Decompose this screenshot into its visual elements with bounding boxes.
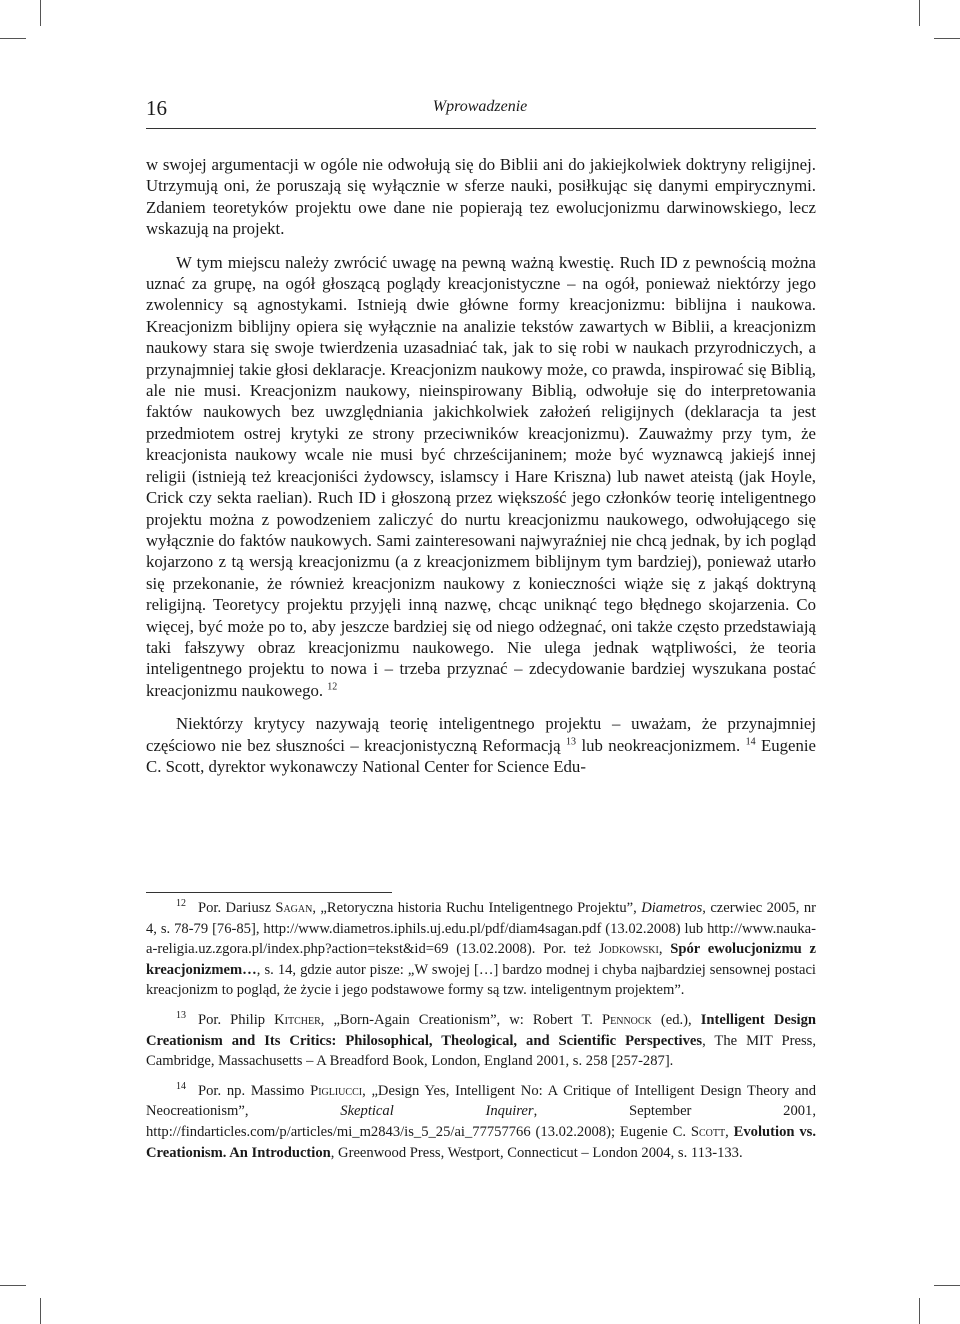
footnote-text: , [725, 1123, 734, 1140]
footnote-number: 12 [176, 898, 186, 910]
footnote-text: (ed.), [651, 1011, 701, 1028]
footnote-text: , [658, 941, 671, 958]
footnote-text: Evolution vs. Creationism. An Introduction [146, 1123, 817, 1161]
footnote-rule [146, 892, 392, 893]
footnote-14 [146, 1081, 816, 1163]
paragraph [146, 252, 816, 702]
section-title: Wprowadzenie [432, 98, 528, 115]
footnote-number: 14 [176, 1080, 186, 1092]
footnote-text: , czerwiec 2005, nr 4, s. 78-79 [76-85], http://www.diametros.iphils.uj.edu.pl/pdf/diam4sagan.pdf (13.02.2008) lub http://www.nauka-a-religia.uz.zgora.pl/index.php?action=tekst&id=69 (13.02.2008). Por. też [146, 900, 816, 958]
crop-mark [0, 38, 26, 39]
footnote-text: Scott [690, 1123, 726, 1140]
paragraph: w swojej argumentacji w ogóle nie odwołują się do Biblii ani do jakiejkolwiek doktryny religijnej. Utrzymują oni, że poruszają się wyłącznie w sferze nauki, posiłkując się danymi empirycznymi. Zdaniem teoretyków projektu owe dane nie popierają tez ewolucjonizmu darwinowskiego, lecz wskazują na projekt. [146, 155, 816, 239]
footnote-text: Intelligent Design Creationism and Its Critics: Philosophical, Theological, and Scientific Perspectives [146, 1011, 816, 1049]
footnote-text: Kitcher [274, 1011, 321, 1028]
footnote-text: Spór ewolucjonizmu z kreacjonizmem… [146, 941, 817, 978]
footnotes [146, 898, 816, 1163]
crop-mark [919, 0, 920, 26]
footnote-13 [146, 1010, 816, 1072]
footnote-text: , „Retoryczna historia Ruchu Inteligentnego Projektu”, [312, 900, 642, 916]
running-head [146, 96, 814, 122]
crop-mark [919, 1298, 920, 1324]
paragraph-text: W tym miejscu należy zwrócić uwagę na pewną ważną kwestię. Ruch ID z pewnością można uznać za grupę, na ogół głoszącą poglądy kreacjonistyczne – na ogół, ponieważ niektórzy jego zwolennicy są agnostykami. Istnieją dwie główne formy kreacjonizmu: biblijna i naukowa. Kreacjonizm biblijny opiera się wyłącznie na analizie tekstów zawartych w Biblii, a kreacjonizm naukowy stara się swoje twierdzenia uzasadniać tak, jak to się robi w naukach przyrodniczych, a przynajmniej takie głosi deklaracje. Kreacjonizm naukowy może, co prawda, inspirować się Biblią, ale nie musi. Kreacjonizm naukowy, nieinspirowany Biblią, odwołuje się do interpretowania faktów naukowych bez uwzględniania jakichkolwiek założeń religijnych (deklaracja ta jest przedmiotem ostrej krytyki ze strony przeciwników kreacjonizmu). Zauważmy przy tym, że kreacjonista naukowy wcale nie musi być chrześcijaninem; może być wyznawcą jakiejś innej religii (istnieją też kreacjoniści żydowscy, islamscy i Hare Kriszna) lub nawet ateistą (jak Hoyle, Crick czy sekta raelian). Ruch ID i głoszoną przez większość jego członków teorię inteligentnego projektu można z powodzeniem zaliczyć do nurtu kreacjonizmu naukowego, odwołującego się wyłącznie do faktów naukowych. Sami zainteresowani najwyraźniej nie chcą jednak, by ich pogląd kojarzono z tą wersją kreacjonizmu (a z kreacjonizmem biblijnym tym bardziej), ponieważ utarło się przekonanie, że również kreacjonizm naukowy z konieczności wiąże się z jakąś doktryną religijną. Teoretycy projektu przyjęli inną nazwę, chcąc uniknąć tego błędnego skojarzenia. Co więcej, być może po to, aby jeszcze bardziej się od niego odżegnać, oni także często przedstawiają taki fałszywy obraz kreacjonizmu naukowego. Nie ulega jednak wątpliwości, że teoria inteligentnego projektu to nowa i – trzeba przyznać – zdecydowanie bardziej wyszukana postać kreacjonizmu naukowego. [146, 252, 816, 700]
footnote-text: , „Design Yes, Intelligent No: A Critique of Intelligent Design Theory and Neocreationism”, [146, 1082, 816, 1120]
paragraph-text: lub neokreacjonizmem. [581, 735, 741, 755]
footnote-text: Sagan [275, 900, 313, 916]
footnote-text: , „Born-Again Creationism”, w: Robert T. [320, 1011, 602, 1028]
footnote-text: , s. 14, gdzie autor pisze: „W swojej […] bardzo modnej i chyba najbardziej sensownej postaci kreacjonizm to pogląd, że życie i jego podstawowe formy są tzw. inteligentnym projektem”. [146, 961, 816, 999]
footnote-text: Por. Dariusz [198, 900, 276, 916]
footnote-number: 13 [176, 1010, 186, 1022]
footnote-text: , The MIT Press, Cambridge, Massachusetts – A Breadford Book, London, England 2001, s. 258 [257-287]. [146, 1032, 817, 1070]
footnote-ref[interactable]: 12 [327, 681, 338, 693]
paragraph-text: Niektórzy krytycy nazywają teorię inteligentnego projektu – uważam, że przynajmniej częściowo nie bez słuszności – kreacjonistyczną Reformacją [146, 714, 816, 755]
paragraph-text: Eugenie C. Scott, dyrektor wykonawczy National Center for Science Edu- [146, 735, 816, 776]
footnote-text: , Greenwood Press, Westport, Connecticut – London 2004, s. 113-133. [330, 1144, 743, 1161]
footnote-ref[interactable]: 14 [745, 735, 756, 747]
footnote-text: Pennock [602, 1011, 652, 1028]
footnote-12 [146, 898, 816, 1001]
crop-mark [934, 38, 960, 39]
page-number: 16 [146, 96, 167, 120]
footnote-ref[interactable]: 13 [566, 735, 577, 747]
footnote-text: Por. Philip [198, 1011, 275, 1028]
footnote-text: Diametros [641, 900, 703, 916]
crop-mark [934, 1285, 960, 1286]
crop-mark [0, 1285, 26, 1286]
footnote-text: , September 2001, http://findarticles.com/p/articles/mi_m2843/is_5_25/ai_77757766 (13.02.2008); Eugenie C. [146, 1103, 816, 1140]
crop-mark [40, 1298, 41, 1324]
body-text [146, 154, 816, 777]
header-rule [146, 128, 816, 129]
crop-mark [40, 0, 41, 26]
footnote-text: Skeptical Inquirer [340, 1103, 534, 1120]
paragraph [146, 713, 816, 777]
footnote-text: Jodkowski [598, 941, 659, 958]
footnote-text: Pigliucci [310, 1082, 363, 1099]
footnote-text: Por. np. Massimo [198, 1082, 311, 1099]
